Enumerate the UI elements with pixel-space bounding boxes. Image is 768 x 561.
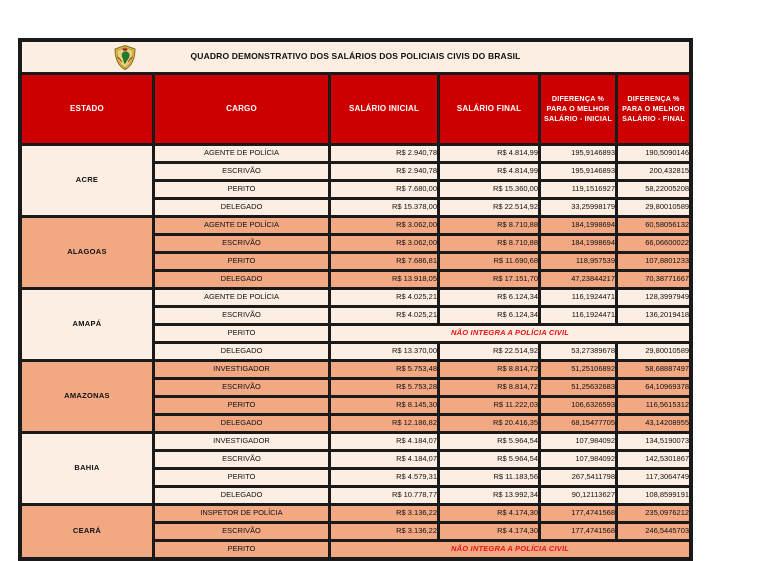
diferenca-inicial-cell: 119,1516927: [540, 181, 616, 198]
table-row: [21, 289, 690, 306]
cargo-cell: AGENTE DE POLÍCIA: [154, 217, 329, 234]
diferenca-inicial-cell: 195,9146893: [540, 145, 616, 162]
salario-final-cell: R$ 5.964,54: [439, 433, 539, 450]
diferenca-final-cell: 190,5090146: [617, 145, 690, 162]
table-row: [21, 217, 690, 234]
cargo-cell: DELEGADO: [154, 199, 329, 216]
police-badge-icon: [114, 45, 136, 70]
salario-inicial-cell: R$ 4.025,21: [330, 289, 438, 306]
diferenca-inicial-cell: 116,1924471: [540, 289, 616, 306]
state-cell: AMAZONAS: [21, 361, 153, 432]
salario-inicial-cell: R$ 4.579,31: [330, 469, 438, 486]
salario-inicial-cell: R$ 12.186,82: [330, 415, 438, 432]
column-header-salario-inicial: SALÁRIO INICIAL: [330, 74, 438, 144]
salario-final-cell: R$ 6.124,34: [439, 289, 539, 306]
cargo-cell: DELEGADO: [154, 343, 329, 360]
diferenca-inicial-cell: 177,4741568: [540, 523, 616, 540]
salario-final-cell: R$ 4.814,99: [439, 145, 539, 162]
table-row: [21, 361, 690, 378]
diferenca-final-cell: 246,5445703: [617, 523, 690, 540]
salario-inicial-cell: R$ 4.025,21: [330, 307, 438, 324]
not-applicable-cell: NÃO INTEGRA A POLÍCIA CIVIL: [330, 325, 690, 342]
diferenca-final-cell: 43,14208955: [617, 415, 690, 432]
diferenca-final-cell: 64,10969378: [617, 379, 690, 396]
diferenca-inicial-cell: 51,25632683: [540, 379, 616, 396]
column-header-diferenca-final: DIFERENÇA % PARA O MELHOR SALÁRIO - FINAL: [617, 74, 690, 144]
salario-final-cell: R$ 8.814,72: [439, 379, 539, 396]
cargo-cell: DELEGADO: [154, 271, 329, 288]
cargo-cell: PERITO: [154, 469, 329, 486]
salario-final-cell: R$ 11.222,03: [439, 397, 539, 414]
salario-inicial-cell: R$ 3.136,22: [330, 523, 438, 540]
table-body: [21, 41, 690, 558]
diferenca-inicial-cell: 106,6326593: [540, 397, 616, 414]
salario-final-cell: R$ 22.514,92: [439, 199, 539, 216]
diferenca-inicial-cell: 107,984092: [540, 451, 616, 468]
salario-final-cell: R$ 4.814,99: [439, 163, 539, 180]
diferenca-inicial-cell: 53,27389678: [540, 343, 616, 360]
diferenca-final-cell: 128,3997949: [617, 289, 690, 306]
salario-final-cell: R$ 13.992,34: [439, 487, 539, 504]
diferenca-final-cell: 235,0976212: [617, 505, 690, 522]
diferenca-inicial-cell: 51,25106892: [540, 361, 616, 378]
diferenca-inicial-cell: 107,984092: [540, 433, 616, 450]
table-row: [21, 505, 690, 522]
salario-inicial-cell: R$ 5.753,28: [330, 379, 438, 396]
salario-inicial-cell: R$ 7.686,81: [330, 253, 438, 270]
cargo-cell: INVESTIGADOR: [154, 361, 329, 378]
diferenca-inicial-cell: 47,23844217: [540, 271, 616, 288]
salario-final-cell: R$ 4.174,30: [439, 523, 539, 540]
salary-table-container: [18, 38, 690, 561]
salario-final-cell: R$ 20.416,35: [439, 415, 539, 432]
diferenca-final-cell: 58,22005208: [617, 181, 690, 198]
column-header-salario-final: SALÁRIO FINAL: [439, 74, 539, 144]
cargo-cell: ESCRIVÃO: [154, 451, 329, 468]
diferenca-final-cell: 108,8599191: [617, 487, 690, 504]
cargo-cell: ESCRIVÃO: [154, 379, 329, 396]
diferenca-inicial-cell: 184,1998694: [540, 217, 616, 234]
salario-inicial-cell: R$ 4.184,07: [330, 451, 438, 468]
diferenca-final-cell: 70,38771667: [617, 271, 690, 288]
column-header-cargo: CARGO: [154, 74, 329, 144]
table-row: [21, 433, 690, 450]
cargo-cell: ESCRIVÃO: [154, 523, 329, 540]
diferenca-inicial-cell: 195,9146893: [540, 163, 616, 180]
diferenca-inicial-cell: 33,25998179: [540, 199, 616, 216]
state-cell: CEARÁ: [21, 505, 153, 558]
cargo-cell: DELEGADO: [154, 487, 329, 504]
diferenca-final-cell: 200,432815: [617, 163, 690, 180]
salario-inicial-cell: R$ 2.940,78: [330, 145, 438, 162]
diferenca-final-cell: 134,5190073: [617, 433, 690, 450]
not-applicable-cell: NÃO INTEGRA A POLÍCIA CIVIL: [330, 541, 690, 558]
salario-final-cell: R$ 8.710,88: [439, 217, 539, 234]
salario-inicial-cell: R$ 3.062,00: [330, 235, 438, 252]
salario-inicial-cell: R$ 5.753,48: [330, 361, 438, 378]
diferenca-final-cell: 136,2019418: [617, 307, 690, 324]
salario-inicial-cell: R$ 15.378,00: [330, 199, 438, 216]
diferenca-final-cell: 66,06600022: [617, 235, 690, 252]
diferenca-final-cell: 107,8801233: [617, 253, 690, 270]
cargo-cell: ESCRIVÃO: [154, 307, 329, 324]
cargo-cell: PERITO: [154, 397, 329, 414]
diferenca-inicial-cell: 177,4741568: [540, 505, 616, 522]
diferenca-inicial-cell: 68,15477705: [540, 415, 616, 432]
cargo-cell: PERITO: [154, 325, 329, 342]
cargo-cell: AGENTE DE POLÍCIA: [154, 145, 329, 162]
diferenca-inicial-cell: 267,5411798: [540, 469, 616, 486]
cargo-cell: INSPETOR DE POLÍCIA: [154, 505, 329, 522]
diferenca-inicial-cell: 90,12113627: [540, 487, 616, 504]
diferenca-inicial-cell: 184,1998694: [540, 235, 616, 252]
salario-final-cell: R$ 11.690,68: [439, 253, 539, 270]
salario-final-cell: R$ 22.514,92: [439, 343, 539, 360]
salario-inicial-cell: R$ 7.680,00: [330, 181, 438, 198]
salario-inicial-cell: R$ 8.145,30: [330, 397, 438, 414]
state-cell: AMAPÁ: [21, 289, 153, 360]
cargo-cell: DELEGADO: [154, 415, 329, 432]
column-header-estado: ESTADO: [21, 74, 153, 144]
salario-inicial-cell: R$ 10.778,77: [330, 487, 438, 504]
title-row: [21, 41, 690, 73]
salario-final-cell: R$ 8.710,88: [439, 235, 539, 252]
diferenca-final-cell: 29,80010589: [617, 343, 690, 360]
column-header-diferenca-inicial: DIFERENÇA % PARA O MELHOR SALÁRIO - INICIAL: [540, 74, 616, 144]
cargo-cell: AGENTE DE POLÍCIA: [154, 289, 329, 306]
diferenca-inicial-cell: 118,957539: [540, 253, 616, 270]
state-cell: ALAGOAS: [21, 217, 153, 288]
state-cell: BAHIA: [21, 433, 153, 504]
page-title: QUADRO DEMONSTRATIVO DOS SALÁRIOS DOS POLICIAIS CIVIS DO BRASIL: [190, 51, 521, 62]
cargo-cell: ESCRIVÃO: [154, 235, 329, 252]
diferenca-final-cell: 142,5301867: [617, 451, 690, 468]
cargo-cell: PERITO: [154, 541, 329, 558]
state-cell: ACRE: [21, 145, 153, 216]
diferenca-final-cell: 58,68887497: [617, 361, 690, 378]
salario-inicial-cell: R$ 2.940,78: [330, 163, 438, 180]
diferenca-final-cell: 116,5615312: [617, 397, 690, 414]
cargo-cell: ESCRIVÃO: [154, 163, 329, 180]
salario-final-cell: R$ 6.124,34: [439, 307, 539, 324]
diferenca-final-cell: 29,80010589: [617, 199, 690, 216]
salario-inicial-cell: R$ 3.062,00: [330, 217, 438, 234]
salario-final-cell: R$ 11.183,56: [439, 469, 539, 486]
cargo-cell: PERITO: [154, 181, 329, 198]
cargo-cell: PERITO: [154, 253, 329, 270]
salario-inicial-cell: R$ 4.184,07: [330, 433, 438, 450]
salario-inicial-cell: R$ 13.370,00: [330, 343, 438, 360]
salario-final-cell: R$ 15.360,00: [439, 181, 539, 198]
salario-final-cell: R$ 5.964,54: [439, 451, 539, 468]
salario-final-cell: R$ 4.174,30: [439, 505, 539, 522]
diferenca-inicial-cell: 116,1924471: [540, 307, 616, 324]
cargo-cell: INVESTIGADOR: [154, 433, 329, 450]
document-title-cell: [21, 41, 690, 73]
diferenca-final-cell: 117,3064749: [617, 469, 690, 486]
salary-table: [18, 38, 693, 561]
diferenca-final-cell: 60,58056132: [617, 217, 690, 234]
salario-final-cell: R$ 8.814,72: [439, 361, 539, 378]
salario-inicial-cell: R$ 3.136,22: [330, 505, 438, 522]
salario-final-cell: R$ 17.151,70: [439, 271, 539, 288]
column-header-row: [21, 74, 690, 144]
table-row: [21, 145, 690, 162]
salario-inicial-cell: R$ 13.918,05: [330, 271, 438, 288]
